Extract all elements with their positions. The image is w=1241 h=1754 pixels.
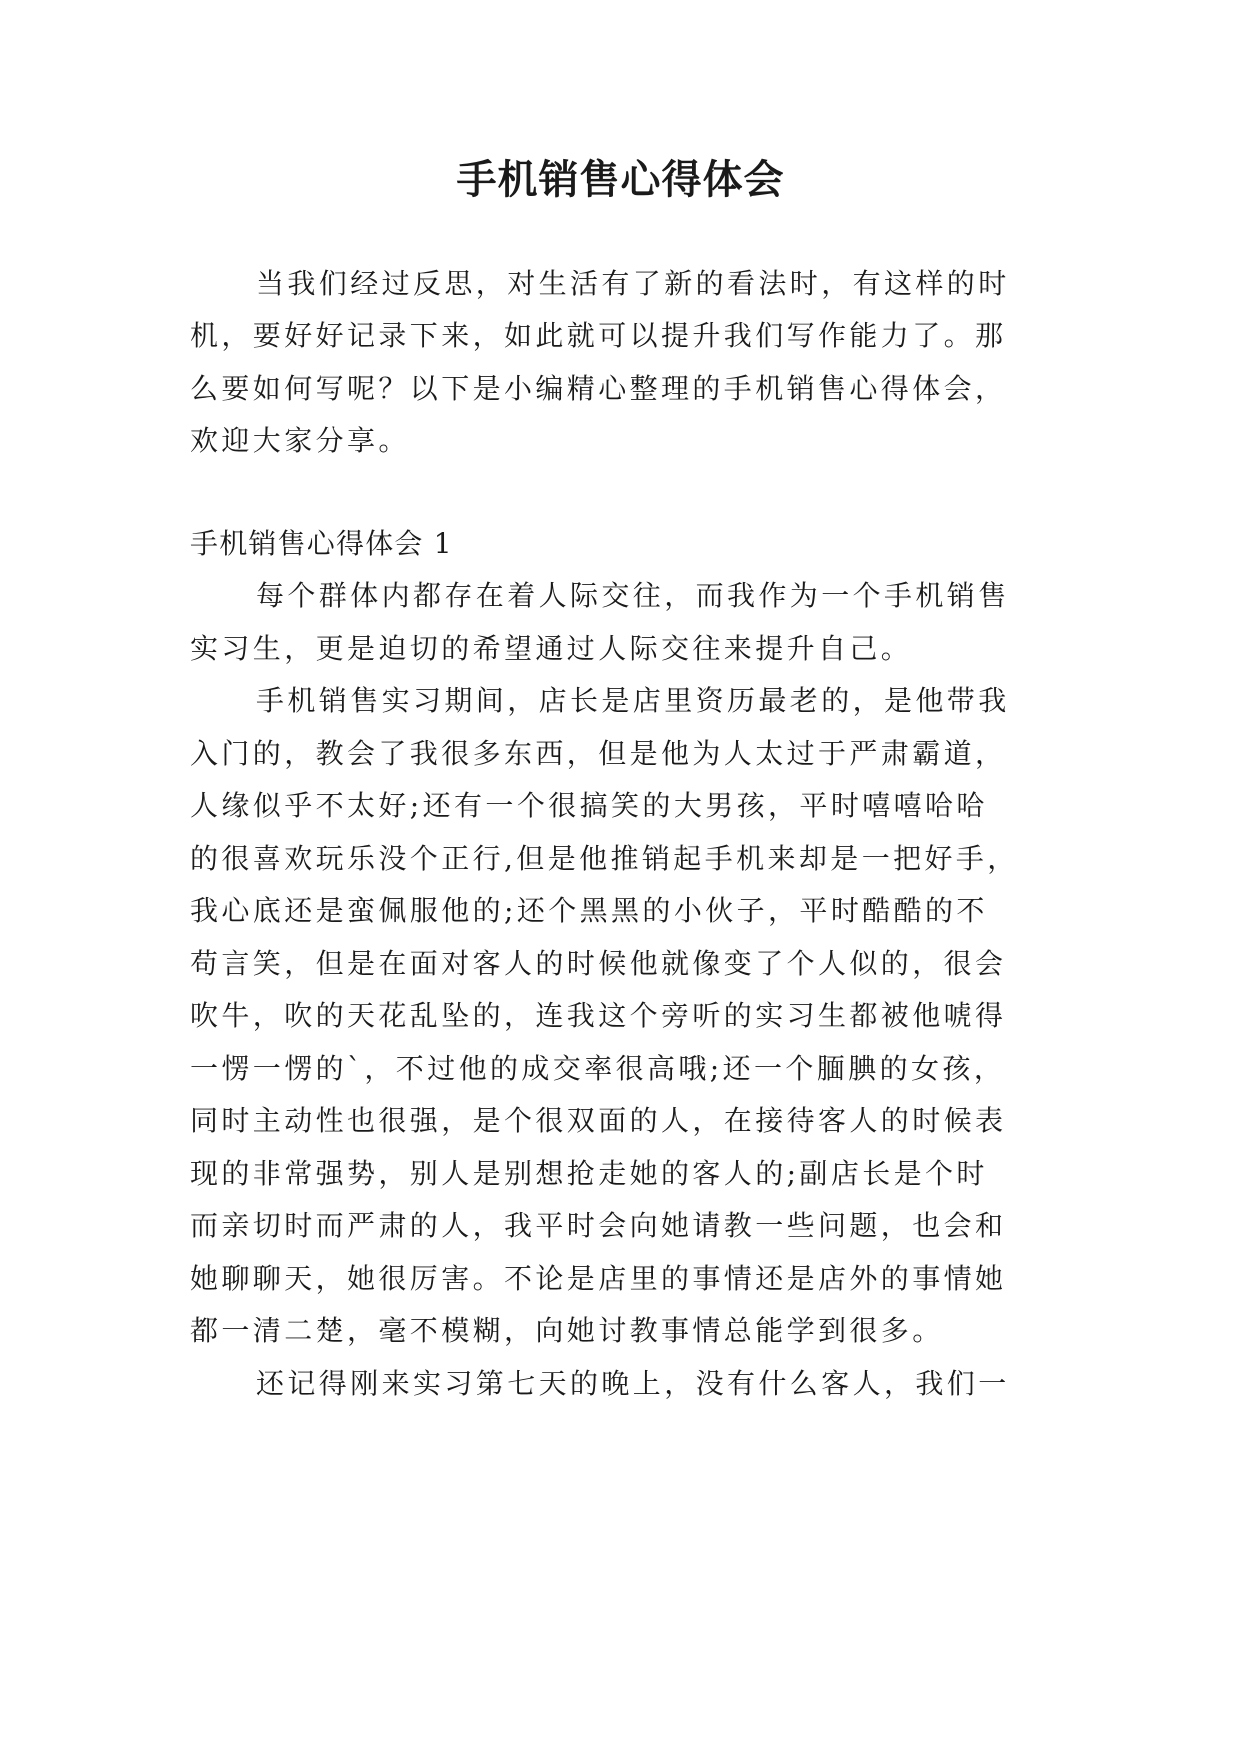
paragraph-line: 每个群体内都存在着人际交往，而我作为一个手机销售 [256,579,1010,612]
paragraph-line: 她聊聊天，她很厉害。不论是店里的事情还是店外的事情她 [190,1262,1007,1295]
paragraph-line: 人缘似乎不太好;还有一个很搞笑的大男孩，平时嘻嘻哈哈 [190,789,988,822]
intro-line: 机，要好好记录下来，如此就可以提升我们写作能力了。那 [190,319,1007,352]
paragraph-line: 同时主动性也很强，是个很双面的人，在接待客人的时候表 [190,1104,1007,1137]
paragraph-line: 都一清二楚，毫不模糊，向她讨教事情总能学到很多。 [190,1314,944,1347]
intro-line: 么要如何写呢？以下是小编精心整理的手机销售心得体会， [190,372,1007,405]
document-title: 手机销售心得体会 [456,157,785,203]
intro-line: 欢迎大家分享。 [190,424,410,457]
paragraph-line: 的很喜欢玩乐没个正行,但是他推销起手机来却是一把好手， [190,842,1019,875]
paragraph-line: 还记得刚来实习第七天的晚上，没有什么客人，我们一 [256,1367,1010,1400]
paragraph-line: 实习生，更是迫切的希望通过人际交往来提升自己。 [190,632,913,665]
paragraph-line: 吹牛，吹的天花乱坠的，连我这个旁听的实习生都被他唬得 [190,999,1007,1032]
paragraph-line: 我心底还是蛮佩服他的;还个黑黑的小伙子，平时酷酷的不 [190,894,988,927]
paragraph-line: 入门的，教会了我很多东西，但是他为人太过于严肃霸道， [190,737,1007,770]
paragraph-line: 而亲切时而严肃的人，我平时会向她请教一些问题，也会和 [190,1209,1007,1242]
intro-line: 当我们经过反思，对生活有了新的看法时，有这样的时 [256,267,1010,300]
paragraph-line: 现的非常强势，别人是别想抢走她的客人的;副店长是个时 [190,1157,988,1190]
paragraph-line: 苟言笑，但是在面对客人的时候他就像变了个人似的，很会 [190,947,1007,980]
section-heading: 手机销售心得体会 1 [190,527,453,560]
paragraph-line: 手机销售实习期间，店长是店里资历最老的，是他带我 [256,684,1010,717]
paragraph-line: 一愣一愣的`，不过他的成交率很高哦;还一个腼腆的女孩， [190,1052,1006,1085]
